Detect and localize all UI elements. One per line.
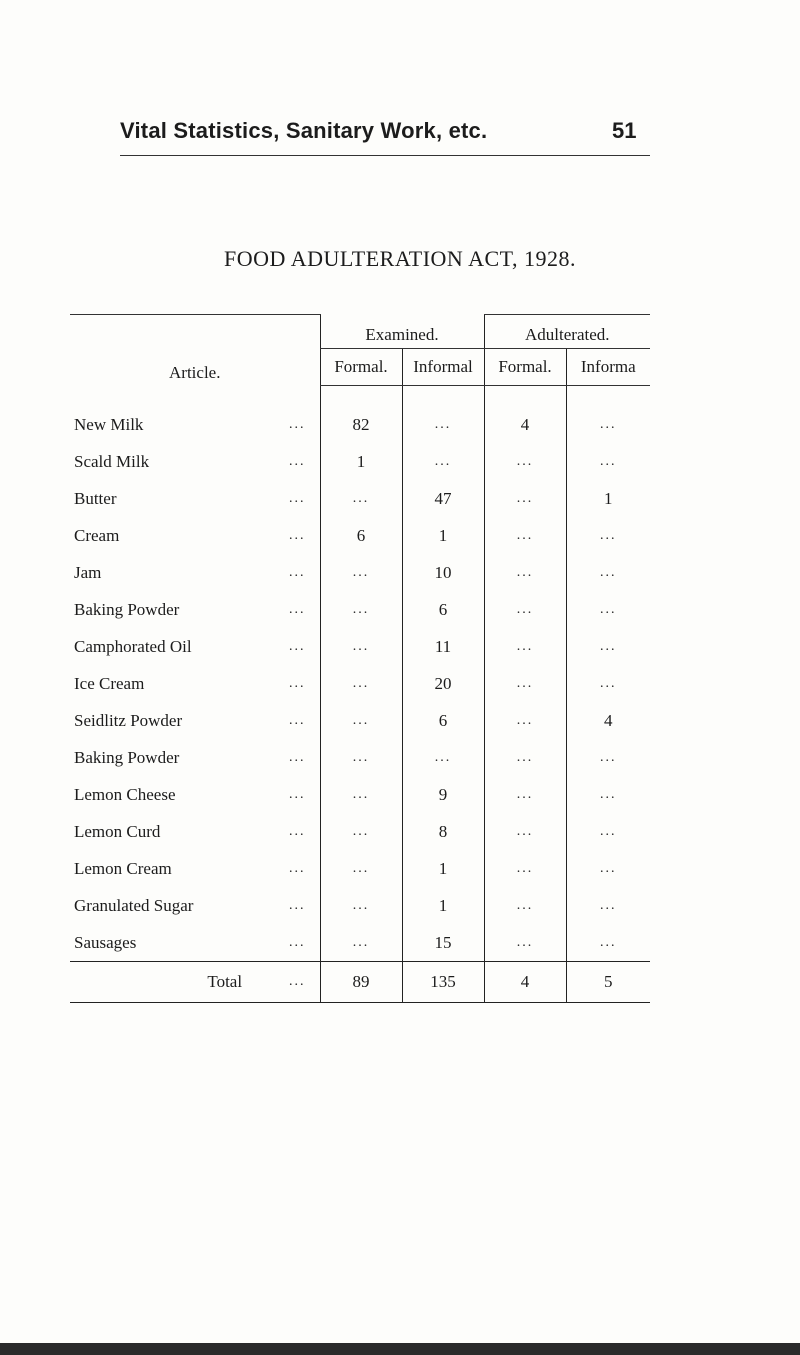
examined-formal-cell: ...: [320, 591, 402, 628]
examined-group-header: Examined.: [320, 315, 484, 349]
total-row: [70, 962, 650, 1003]
table-row: [70, 591, 650, 628]
article-leader: ...: [289, 749, 306, 765]
article-cell: [70, 887, 320, 924]
adulterated-informal-cell: ...: [566, 591, 650, 628]
adulterated-formal-cell: ...: [484, 739, 566, 776]
table-row: [70, 628, 650, 665]
adulterated-formal-cell: ...: [484, 850, 566, 887]
article-leader: ...: [289, 453, 306, 469]
adulterated-formal-cell: ...: [484, 628, 566, 665]
article-leader: ...: [289, 934, 306, 950]
article-cell: [70, 443, 320, 480]
examined-formal-header: Formal.: [320, 349, 402, 386]
examined-informal-cell: ...: [402, 443, 484, 480]
examined-informal-cell: 8: [402, 813, 484, 850]
examined-informal-cell: 47: [402, 480, 484, 517]
article-cell: [70, 517, 320, 554]
examined-formal-cell: ...: [320, 665, 402, 702]
adulterated-formal-cell: ...: [484, 480, 566, 517]
article-cell: [70, 813, 320, 850]
article-leader: ...: [289, 564, 306, 580]
header-rule: [120, 155, 650, 156]
table-row: [70, 554, 650, 591]
adulterated-informal-cell: ...: [566, 517, 650, 554]
examined-formal-cell: ...: [320, 739, 402, 776]
total-adulterated-informal: 5: [566, 962, 650, 1003]
examined-formal-cell: ...: [320, 554, 402, 591]
adulteration-table: [70, 314, 650, 1003]
total-label-cell: [70, 962, 320, 1003]
adulterated-formal-cell: ...: [484, 591, 566, 628]
article-name: Lemon Cheese: [74, 784, 176, 804]
examined-formal-cell: ...: [320, 850, 402, 887]
running-title: Vital Statistics, Sanitary Work, etc.: [120, 118, 488, 143]
article-leader: ...: [289, 601, 306, 617]
examined-formal-cell: ...: [320, 924, 402, 962]
article-name: Jam: [74, 562, 102, 582]
adulterated-formal-cell: ...: [484, 554, 566, 591]
adulterated-informal-cell: ...: [566, 443, 650, 480]
examined-informal-cell: 11: [402, 628, 484, 665]
adulterated-group-header: Adulterated.: [484, 315, 650, 349]
adulterated-informal-cell: 1: [566, 480, 650, 517]
running-header: [0, 118, 800, 158]
article-leader: ...: [289, 416, 306, 432]
article-leader: ...: [289, 490, 306, 506]
article-cell: [70, 665, 320, 702]
examined-informal-cell: 10: [402, 554, 484, 591]
article-name: Scald Milk: [74, 451, 150, 471]
article-name: Baking Powder: [74, 747, 180, 767]
article-leader: ...: [289, 786, 306, 802]
article-cell: [70, 850, 320, 887]
article-leader: ...: [289, 897, 306, 913]
adulterated-informal-cell: ...: [566, 813, 650, 850]
article-name: Camphorated Oil: [74, 636, 192, 656]
adulterated-informal-cell: ...: [566, 776, 650, 813]
article-cell: [70, 554, 320, 591]
table-row: [70, 517, 650, 554]
adulterated-informal-header: Informa: [566, 349, 650, 386]
examined-informal-cell: ...: [402, 406, 484, 443]
examined-informal-cell: 1: [402, 850, 484, 887]
article-cell: [70, 924, 320, 962]
examined-formal-cell: 6: [320, 517, 402, 554]
article-cell: [70, 406, 320, 443]
table-row: [70, 924, 650, 962]
adulterated-informal-cell: 4: [566, 702, 650, 739]
article-cell: [70, 776, 320, 813]
adulterated-formal-cell: ...: [484, 665, 566, 702]
article-cell: [70, 591, 320, 628]
article-leader: ...: [289, 712, 306, 728]
table-row: [70, 665, 650, 702]
table-row: [70, 443, 650, 480]
article-header-label: Article.: [169, 362, 221, 382]
examined-informal-cell: 15: [402, 924, 484, 962]
article-name: Seidlitz Powder: [74, 710, 183, 730]
article-name: Baking Powder: [74, 599, 180, 619]
total-adulterated-formal: 4: [484, 962, 566, 1003]
article-name: Ice Cream: [74, 673, 145, 693]
header-spacer: [70, 386, 650, 407]
examined-informal-cell: 9: [402, 776, 484, 813]
examined-informal-cell: 6: [402, 591, 484, 628]
examined-formal-cell: ...: [320, 887, 402, 924]
examined-formal-cell: ...: [320, 480, 402, 517]
total-examined-informal: 135: [402, 962, 484, 1003]
table-row: [70, 776, 650, 813]
adulterated-informal-cell: ...: [566, 554, 650, 591]
article-name: Lemon Cream: [74, 858, 172, 878]
adulterated-formal-cell: ...: [484, 776, 566, 813]
adulterated-formal-cell: ...: [484, 887, 566, 924]
adulterated-informal-cell: ...: [566, 850, 650, 887]
article-cell: [70, 480, 320, 517]
table-row: [70, 480, 650, 517]
table-row: [70, 813, 650, 850]
article-name: Lemon Curd: [74, 821, 161, 841]
page-title: FOOD ADULTERATION ACT, 1928.: [224, 246, 576, 271]
article-name: Butter: [74, 488, 117, 508]
article-leader: ...: [289, 860, 306, 876]
article-cell: [70, 628, 320, 665]
adulterated-formal-cell: ...: [484, 702, 566, 739]
adulterated-formal-cell: ...: [484, 443, 566, 480]
adulterated-informal-cell: ...: [566, 665, 650, 702]
adulterated-formal-cell: ...: [484, 517, 566, 554]
article-leader: ...: [289, 823, 306, 839]
table-row: [70, 739, 650, 776]
examined-informal-cell: ...: [402, 739, 484, 776]
page-number: 51: [612, 118, 637, 143]
examined-formal-cell: ...: [320, 702, 402, 739]
article-cell: [70, 739, 320, 776]
adulterated-informal-cell: ...: [566, 887, 650, 924]
total-examined-formal: 89: [320, 962, 402, 1003]
table-row: [70, 702, 650, 739]
total-leader: ...: [289, 974, 306, 989]
article-name: Granulated Sugar: [74, 895, 194, 915]
examined-informal-cell: 1: [402, 517, 484, 554]
adulterated-formal-cell: ...: [484, 924, 566, 962]
table-row: [70, 406, 650, 443]
article-column-header: [70, 315, 320, 386]
adulterated-informal-cell: ...: [566, 739, 650, 776]
adulterated-formal-cell: ...: [484, 813, 566, 850]
article-leader: ...: [289, 638, 306, 654]
article-name: New Milk: [74, 414, 144, 434]
examined-formal-cell: 1: [320, 443, 402, 480]
table-row: [70, 887, 650, 924]
page-bottom-edge: [0, 1343, 800, 1355]
adulteration-table-wrapper: [70, 314, 650, 1003]
examined-formal-cell: 82: [320, 406, 402, 443]
adulterated-informal-cell: ...: [566, 406, 650, 443]
examined-informal-cell: 1: [402, 887, 484, 924]
adulterated-formal-cell: 4: [484, 406, 566, 443]
examined-informal-cell: 20: [402, 665, 484, 702]
examined-informal-cell: 6: [402, 702, 484, 739]
article-name: Sausages: [74, 932, 137, 952]
adulterated-informal-cell: ...: [566, 628, 650, 665]
examined-formal-cell: ...: [320, 628, 402, 665]
total-label: Total: [207, 972, 243, 991]
adulterated-informal-cell: ...: [566, 924, 650, 962]
article-leader: ...: [289, 675, 306, 691]
article-name: Cream: [74, 525, 120, 545]
examined-informal-header: Informal: [402, 349, 484, 386]
article-cell: [70, 702, 320, 739]
examined-formal-cell: ...: [320, 776, 402, 813]
table-row: [70, 850, 650, 887]
article-leader: ...: [289, 527, 306, 543]
adulterated-formal-header: Formal.: [484, 349, 566, 386]
examined-formal-cell: ...: [320, 813, 402, 850]
